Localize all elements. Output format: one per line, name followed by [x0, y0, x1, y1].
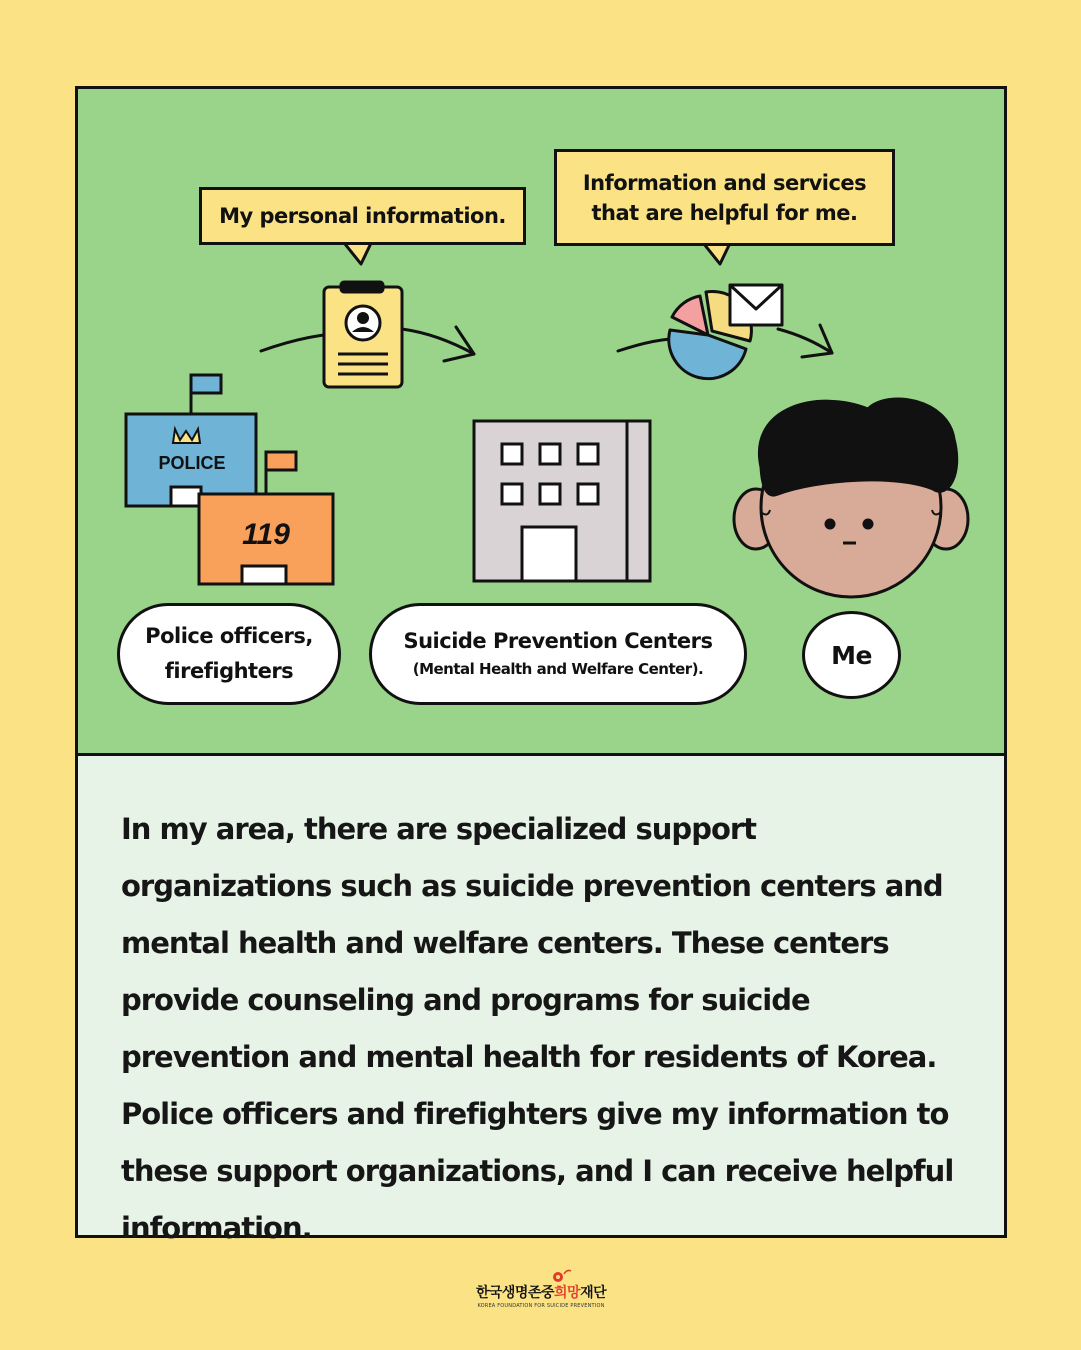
- police-station-icon: [126, 375, 256, 506]
- fire-sign: 119: [242, 518, 290, 551]
- speech-bubble-services: [554, 149, 895, 246]
- foundation-logo: [466, 1268, 616, 1316]
- label-me: [802, 611, 901, 699]
- logo-korean-part1: 한국생명존중: [475, 1285, 555, 1301]
- speech-bubble-text-line1: Information and services: [582, 170, 867, 195]
- illustration-panel: [78, 89, 1004, 756]
- label-suicide-prevention-centers: [369, 603, 747, 705]
- person-face-icon: [734, 399, 968, 597]
- label-text-line1: Police officers,: [145, 624, 313, 648]
- description-paragraph: In my area, there are specialized support organizations such as suicide prevention centers and mental health and welfare centers. These centers provide counseling and programs for suicide prevention and mental health for residents of Korea. Police officers and firefighters give my information to these support organizations, and I can receive helpful information.: [121, 812, 954, 1245]
- office-building-icon: [474, 421, 650, 581]
- id-card-icon: [324, 282, 402, 387]
- label-police-firefighters: [117, 603, 341, 705]
- label-text-line2: firefighters: [164, 659, 294, 683]
- logo-korean-part2: 재단: [580, 1285, 607, 1301]
- label-text-me: Me: [831, 640, 872, 670]
- speech-bubble-personal-info: [199, 187, 526, 245]
- label-text-sub: (Mental Health and Welfare Center).: [412, 660, 704, 678]
- label-text-main: Suicide Prevention Centers: [403, 629, 713, 653]
- speech-bubble-text-line2: that are helpful for me.: [591, 200, 858, 225]
- logo-korean-text: [466, 1282, 616, 1302]
- logo-english-text: KOREA FOUNDATION FOR SUICIDE PREVENTION: [477, 1303, 605, 1309]
- police-sign: POLICE: [158, 453, 226, 473]
- speech-bubble-text: My personal information.: [219, 204, 506, 228]
- envelope-icon: [730, 285, 782, 325]
- info-card: [75, 86, 1007, 1245]
- logo-korean-accent: 희망: [554, 1285, 581, 1301]
